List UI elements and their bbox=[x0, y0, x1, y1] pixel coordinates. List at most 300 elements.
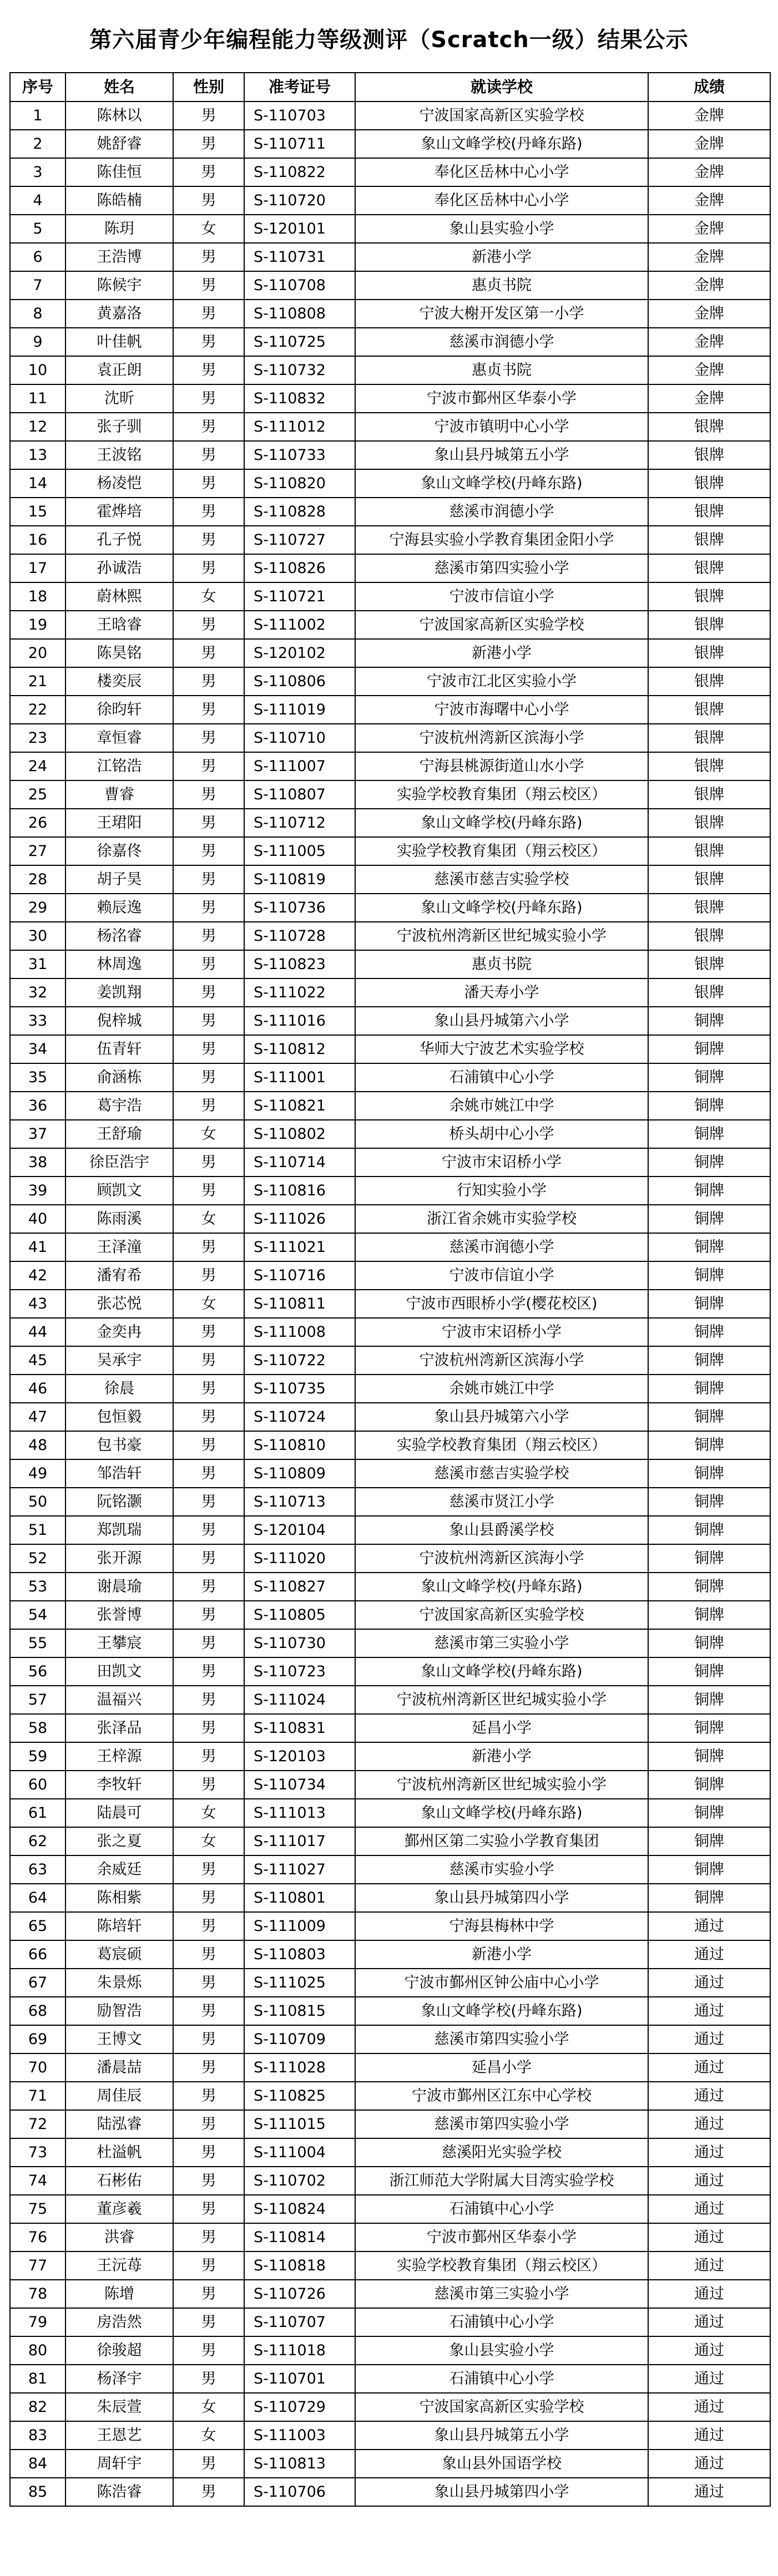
cell-no: 27 bbox=[10, 837, 65, 865]
cell-no: 34 bbox=[10, 1035, 65, 1063]
cell-cert: S-111013 bbox=[244, 1799, 355, 1827]
cell-grade: 金牌 bbox=[648, 328, 770, 356]
cell-school: 鄞州区第二实验小学教育集团 bbox=[355, 1827, 648, 1855]
cell-no: 38 bbox=[10, 1148, 65, 1177]
cell-no: 46 bbox=[10, 1375, 65, 1403]
cell-name: 谢晨瑜 bbox=[65, 1573, 173, 1601]
cell-grade: 金牌 bbox=[648, 300, 770, 328]
cell-cert: S-110701 bbox=[244, 2365, 355, 2393]
cell-name: 张泽品 bbox=[65, 1714, 173, 1742]
cell-grade: 银牌 bbox=[648, 696, 770, 724]
cell-grade: 通过 bbox=[648, 2167, 770, 2195]
table-row bbox=[10, 1120, 770, 1148]
cell-cert: S-110712 bbox=[244, 809, 355, 837]
cell-cert: S-110809 bbox=[244, 1459, 355, 1488]
cell-no: 83 bbox=[10, 2421, 65, 2450]
cell-no: 16 bbox=[10, 526, 65, 554]
table-row bbox=[10, 1148, 770, 1177]
cell-no: 3 bbox=[10, 158, 65, 186]
cell-name: 陈相紫 bbox=[65, 1884, 173, 1912]
cell-no: 80 bbox=[10, 2336, 65, 2365]
cell-cert: S-110729 bbox=[244, 2393, 355, 2421]
cell-no: 17 bbox=[10, 554, 65, 582]
cell-school: 象山县丹城第六小学 bbox=[355, 1403, 648, 1431]
cell-grade: 通过 bbox=[648, 2025, 770, 2053]
cell-grade: 铜牌 bbox=[648, 1318, 770, 1346]
cell-grade: 通过 bbox=[648, 2336, 770, 2365]
cell-name: 洪睿 bbox=[65, 2223, 173, 2252]
cell-sex: 男 bbox=[173, 1233, 244, 1261]
cell-no: 40 bbox=[10, 1205, 65, 1233]
cell-no: 14 bbox=[10, 469, 65, 498]
cell-cert: S-111015 bbox=[244, 2110, 355, 2138]
cell-grade: 通过 bbox=[648, 2478, 770, 2506]
table-row bbox=[10, 498, 770, 526]
cell-no: 50 bbox=[10, 1488, 65, 1516]
cell-name: 叶佳帆 bbox=[65, 328, 173, 356]
cell-name: 温福兴 bbox=[65, 1686, 173, 1714]
cell-sex: 男 bbox=[173, 441, 244, 469]
cell-no: 32 bbox=[10, 978, 65, 1007]
table-row bbox=[10, 526, 770, 554]
cell-name: 郑凯瑞 bbox=[65, 1516, 173, 1544]
cell-cert: S-111005 bbox=[244, 837, 355, 865]
cell-sex: 男 bbox=[173, 1403, 244, 1431]
cell-school: 象山文峰学校(丹峰东路) bbox=[355, 1997, 648, 2025]
cell-cert: S-110821 bbox=[244, 1092, 355, 1120]
cell-name: 徐晨 bbox=[65, 1375, 173, 1403]
cell-no: 1 bbox=[10, 102, 65, 130]
cell-grade: 铜牌 bbox=[648, 1403, 770, 1431]
cell-name: 王博文 bbox=[65, 2025, 173, 2053]
cell-sex: 男 bbox=[173, 1488, 244, 1516]
cell-grade: 银牌 bbox=[648, 837, 770, 865]
table-row bbox=[10, 582, 770, 611]
cell-grade: 铜牌 bbox=[648, 1063, 770, 1092]
cell-cert: S-111022 bbox=[244, 978, 355, 1007]
cell-cert: S-111012 bbox=[244, 413, 355, 441]
cell-school: 象山县外国语学校 bbox=[355, 2450, 648, 2478]
cell-school: 惠贞书院 bbox=[355, 356, 648, 384]
cell-school: 慈溪市润德小学 bbox=[355, 1233, 648, 1261]
cell-cert: S-110801 bbox=[244, 1884, 355, 1912]
table-row bbox=[10, 809, 770, 837]
cell-sex: 男 bbox=[173, 158, 244, 186]
cell-name: 蔚林熙 bbox=[65, 582, 173, 611]
cell-sex: 男 bbox=[173, 752, 244, 780]
cell-school: 慈溪市润德小学 bbox=[355, 328, 648, 356]
cell-school: 慈溪市第三实验小学 bbox=[355, 2280, 648, 2308]
cell-cert: S-110813 bbox=[244, 2450, 355, 2478]
cell-sex: 男 bbox=[173, 1629, 244, 1657]
cell-no: 82 bbox=[10, 2393, 65, 2421]
cell-sex: 男 bbox=[173, 2195, 244, 2223]
cell-name: 陈佳恒 bbox=[65, 158, 173, 186]
cell-name: 王沅苺 bbox=[65, 2252, 173, 2280]
cell-cert: S-120102 bbox=[244, 639, 355, 667]
cell-no: 63 bbox=[10, 1855, 65, 1884]
cell-school: 慈溪市第四实验小学 bbox=[355, 554, 648, 582]
cell-school: 潘天寿小学 bbox=[355, 978, 648, 1007]
cell-grade: 铜牌 bbox=[648, 1488, 770, 1516]
table-row bbox=[10, 1997, 770, 2025]
cell-cert: S-110815 bbox=[244, 1997, 355, 2025]
cell-grade: 通过 bbox=[648, 2223, 770, 2252]
table-row bbox=[10, 2223, 770, 2252]
cell-no: 72 bbox=[10, 2110, 65, 2138]
cell-name: 林周逸 bbox=[65, 950, 173, 978]
cell-cert: S-111001 bbox=[244, 1063, 355, 1092]
cell-grade: 铜牌 bbox=[648, 1855, 770, 1884]
page-title: 第六届青少年编程能力等级测评（Scratch一级）结果公示 bbox=[89, 27, 689, 53]
table-row bbox=[10, 328, 770, 356]
cell-name: 沈昕 bbox=[65, 384, 173, 413]
cell-no: 71 bbox=[10, 2082, 65, 2110]
cell-grade: 铜牌 bbox=[648, 1827, 770, 1855]
cell-name: 潘晨喆 bbox=[65, 2053, 173, 2082]
cell-cert: S-111020 bbox=[244, 1544, 355, 1573]
cell-sex: 男 bbox=[173, 1884, 244, 1912]
cell-school: 宁波市西眼桥小学(樱花校区) bbox=[355, 1290, 648, 1318]
cell-cert: S-110731 bbox=[244, 243, 355, 271]
cell-school: 华师大宁波艺术实验学校 bbox=[355, 1035, 648, 1063]
cell-cert: S-110722 bbox=[244, 1346, 355, 1375]
cell-sex: 男 bbox=[173, 186, 244, 215]
cell-school: 慈溪市慈吉实验学校 bbox=[355, 1459, 648, 1488]
cell-sex: 男 bbox=[173, 780, 244, 809]
cell-sex: 男 bbox=[173, 1912, 244, 1940]
cell-cert: S-111019 bbox=[244, 696, 355, 724]
cell-no: 57 bbox=[10, 1686, 65, 1714]
cell-grade: 铜牌 bbox=[648, 1573, 770, 1601]
cell-sex: 男 bbox=[173, 413, 244, 441]
cell-name: 杨泽宇 bbox=[65, 2365, 173, 2393]
cell-name: 励智浩 bbox=[65, 1997, 173, 2025]
cell-sex: 男 bbox=[173, 837, 244, 865]
cell-grade: 铜牌 bbox=[648, 1346, 770, 1375]
cell-grade: 通过 bbox=[648, 2308, 770, 2336]
cell-name: 徐骏超 bbox=[65, 2336, 173, 2365]
cell-sex: 男 bbox=[173, 724, 244, 752]
cell-school: 浙江省余姚市实验学校 bbox=[355, 1205, 648, 1233]
cell-grade: 铜牌 bbox=[648, 1459, 770, 1488]
table-row bbox=[10, 865, 770, 894]
cell-cert: S-111003 bbox=[244, 2421, 355, 2450]
cell-name: 王恩艺 bbox=[65, 2421, 173, 2450]
cell-name: 陈候宇 bbox=[65, 271, 173, 300]
cell-no: 43 bbox=[10, 1290, 65, 1318]
cell-sex: 男 bbox=[173, 1997, 244, 2025]
cell-no: 7 bbox=[10, 271, 65, 300]
cell-name: 朱辰萱 bbox=[65, 2393, 173, 2421]
cell-school: 慈溪市第四实验小学 bbox=[355, 2110, 648, 2138]
cell-cert: S-110735 bbox=[244, 1375, 355, 1403]
table-row bbox=[10, 1855, 770, 1884]
cell-school: 宁波市江北区实验小学 bbox=[355, 667, 648, 696]
cell-school: 宁波杭州湾新区滨海小学 bbox=[355, 1346, 648, 1375]
cell-name: 王波铭 bbox=[65, 441, 173, 469]
cell-name: 王梓源 bbox=[65, 1742, 173, 1771]
cell-name: 张子驯 bbox=[65, 413, 173, 441]
cell-cert: S-110808 bbox=[244, 300, 355, 328]
cell-cert: S-111004 bbox=[244, 2138, 355, 2167]
cell-school: 象山文峰学校(丹峰东路) bbox=[355, 1657, 648, 1686]
cell-name: 邹浩轩 bbox=[65, 1459, 173, 1488]
cell-cert: S-110726 bbox=[244, 2280, 355, 2308]
cell-no: 70 bbox=[10, 2053, 65, 2082]
cell-sex: 男 bbox=[173, 2308, 244, 2336]
cell-name: 章恒睿 bbox=[65, 724, 173, 752]
table-row bbox=[10, 2421, 770, 2450]
table-row bbox=[10, 2195, 770, 2223]
cell-no: 68 bbox=[10, 1997, 65, 2025]
cell-school: 浙江师范大学附属大目湾实验学校 bbox=[355, 2167, 648, 2195]
cell-sex: 男 bbox=[173, 1544, 244, 1573]
cell-grade: 铜牌 bbox=[648, 1290, 770, 1318]
cell-no: 74 bbox=[10, 2167, 65, 2195]
cell-school: 石浦镇中心小学 bbox=[355, 2308, 648, 2336]
header-no: 序号 bbox=[10, 73, 65, 102]
cell-sex: 男 bbox=[173, 1771, 244, 1799]
cell-sex: 女 bbox=[173, 1827, 244, 1855]
cell-sex: 男 bbox=[173, 1601, 244, 1629]
cell-cert: S-110828 bbox=[244, 498, 355, 526]
header-school: 就读学校 bbox=[355, 73, 648, 102]
cell-grade: 通过 bbox=[648, 2195, 770, 2223]
cell-grade: 铜牌 bbox=[648, 1884, 770, 1912]
cell-grade: 铜牌 bbox=[648, 1148, 770, 1177]
cell-sex: 女 bbox=[173, 215, 244, 243]
cell-name: 杜溢帆 bbox=[65, 2138, 173, 2167]
cell-grade: 铜牌 bbox=[648, 1205, 770, 1233]
table-row bbox=[10, 2138, 770, 2167]
cell-grade: 铜牌 bbox=[648, 1544, 770, 1573]
table-row bbox=[10, 1290, 770, 1318]
cell-no: 18 bbox=[10, 582, 65, 611]
cell-sex: 男 bbox=[173, 2053, 244, 2082]
cell-sex: 男 bbox=[173, 922, 244, 950]
cell-no: 2 bbox=[10, 130, 65, 158]
table-row bbox=[10, 1573, 770, 1601]
cell-no: 62 bbox=[10, 1827, 65, 1855]
cell-school: 宁波杭州湾新区滨海小学 bbox=[355, 724, 648, 752]
cell-school: 惠贞书院 bbox=[355, 950, 648, 978]
cell-school: 宁波杭州湾新区世纪城实验小学 bbox=[355, 1771, 648, 1799]
table-row bbox=[10, 1799, 770, 1827]
cell-sex: 男 bbox=[173, 498, 244, 526]
cell-grade: 银牌 bbox=[648, 441, 770, 469]
cell-no: 61 bbox=[10, 1799, 65, 1827]
cell-cert: S-111025 bbox=[244, 1969, 355, 1997]
cell-cert: S-110826 bbox=[244, 554, 355, 582]
cell-grade: 铜牌 bbox=[648, 1799, 770, 1827]
cell-sex: 男 bbox=[173, 1261, 244, 1290]
cell-sex: 男 bbox=[173, 469, 244, 498]
table-row bbox=[10, 186, 770, 215]
cell-school: 宁波市鄞州区江东中心学校 bbox=[355, 2082, 648, 2110]
cell-sex: 男 bbox=[173, 130, 244, 158]
cell-no: 49 bbox=[10, 1459, 65, 1488]
table-row bbox=[10, 2167, 770, 2195]
cell-school: 行知实验小学 bbox=[355, 1177, 648, 1205]
cell-school: 奉化区岳林中心小学 bbox=[355, 158, 648, 186]
cell-name: 陈林以 bbox=[65, 102, 173, 130]
cell-cert: S-110725 bbox=[244, 328, 355, 356]
table-row bbox=[10, 1629, 770, 1657]
table-row bbox=[10, 1771, 770, 1799]
cell-no: 51 bbox=[10, 1516, 65, 1544]
cell-name: 阮铭灏 bbox=[65, 1488, 173, 1516]
cell-cert: S-111002 bbox=[244, 611, 355, 639]
cell-sex: 男 bbox=[173, 271, 244, 300]
cell-cert: S-110822 bbox=[244, 158, 355, 186]
cell-cert: S-110806 bbox=[244, 667, 355, 696]
cell-school: 慈溪市第四实验小学 bbox=[355, 2025, 648, 2053]
cell-grade: 通过 bbox=[648, 1969, 770, 1997]
table-row bbox=[10, 469, 770, 498]
cell-sex: 男 bbox=[173, 2138, 244, 2167]
cell-no: 47 bbox=[10, 1403, 65, 1431]
cell-cert: S-111027 bbox=[244, 1855, 355, 1884]
cell-name: 徐昀轩 bbox=[65, 696, 173, 724]
cell-cert: S-110734 bbox=[244, 1771, 355, 1799]
cell-school: 宁波杭州湾新区滨海小学 bbox=[355, 1544, 648, 1573]
cell-cert: S-120103 bbox=[244, 1742, 355, 1771]
cell-sex: 男 bbox=[173, 1375, 244, 1403]
cell-no: 69 bbox=[10, 2025, 65, 2053]
cell-cert: S-110724 bbox=[244, 1403, 355, 1431]
cell-cert: S-110819 bbox=[244, 865, 355, 894]
cell-cert: S-111008 bbox=[244, 1318, 355, 1346]
cell-sex: 男 bbox=[173, 2025, 244, 2053]
cell-no: 64 bbox=[10, 1884, 65, 1912]
cell-no: 78 bbox=[10, 2280, 65, 2308]
cell-sex: 女 bbox=[173, 1799, 244, 1827]
cell-sex: 男 bbox=[173, 865, 244, 894]
cell-school: 象山县丹城第五小学 bbox=[355, 2421, 648, 2450]
cell-sex: 女 bbox=[173, 2393, 244, 2421]
cell-school: 宁海县梅林中学 bbox=[355, 1912, 648, 1940]
cell-no: 36 bbox=[10, 1092, 65, 1120]
cell-no: 26 bbox=[10, 809, 65, 837]
table-row bbox=[10, 667, 770, 696]
table-row bbox=[10, 384, 770, 413]
cell-grade: 银牌 bbox=[648, 922, 770, 950]
cell-sex: 男 bbox=[173, 1177, 244, 1205]
cell-cert: S-110720 bbox=[244, 186, 355, 215]
cell-no: 31 bbox=[10, 950, 65, 978]
cell-no: 20 bbox=[10, 639, 65, 667]
cell-no: 42 bbox=[10, 1261, 65, 1290]
table-row bbox=[10, 837, 770, 865]
cell-school: 宁波杭州湾新区世纪城实验小学 bbox=[355, 1686, 648, 1714]
cell-no: 33 bbox=[10, 1007, 65, 1035]
table-row bbox=[10, 1912, 770, 1940]
cell-name: 陈浩睿 bbox=[65, 2478, 173, 2506]
cell-grade: 铜牌 bbox=[648, 1007, 770, 1035]
cell-grade: 银牌 bbox=[648, 865, 770, 894]
cell-sex: 女 bbox=[173, 582, 244, 611]
cell-cert: S-111007 bbox=[244, 752, 355, 780]
table-row bbox=[10, 1261, 770, 1290]
cell-grade: 通过 bbox=[648, 2365, 770, 2393]
cell-sex: 男 bbox=[173, 2252, 244, 2280]
cell-grade: 通过 bbox=[648, 1940, 770, 1969]
cell-name: 金奕冉 bbox=[65, 1318, 173, 1346]
cell-school: 实验学校教育集团（翔云校区） bbox=[355, 1431, 648, 1459]
table-body bbox=[10, 102, 770, 2506]
cell-sex: 男 bbox=[173, 1431, 244, 1459]
cell-name: 袁正朗 bbox=[65, 356, 173, 384]
cell-name: 杨凌恺 bbox=[65, 469, 173, 498]
cell-grade: 银牌 bbox=[648, 724, 770, 752]
cell-grade: 铜牌 bbox=[648, 1657, 770, 1686]
cell-no: 76 bbox=[10, 2223, 65, 2252]
table-row bbox=[10, 922, 770, 950]
table-row bbox=[10, 2365, 770, 2393]
cell-cert: S-110803 bbox=[244, 1940, 355, 1969]
cell-school: 宁波市鄞州区钟公庙中心小学 bbox=[355, 1969, 648, 1997]
cell-name: 胡子昊 bbox=[65, 865, 173, 894]
cell-grade: 铜牌 bbox=[648, 1233, 770, 1261]
cell-no: 54 bbox=[10, 1601, 65, 1629]
cell-no: 56 bbox=[10, 1657, 65, 1686]
cell-cert: S-110733 bbox=[244, 441, 355, 469]
cell-no: 66 bbox=[10, 1940, 65, 1969]
cell-cert: S-110714 bbox=[244, 1148, 355, 1177]
cell-school: 象山文峰学校(丹峰东路) bbox=[355, 809, 648, 837]
cell-grade: 铜牌 bbox=[648, 1431, 770, 1459]
cell-school: 象山县丹城第六小学 bbox=[355, 1007, 648, 1035]
cell-name: 朱景烁 bbox=[65, 1969, 173, 1997]
cell-no: 15 bbox=[10, 498, 65, 526]
cell-no: 75 bbox=[10, 2195, 65, 2223]
table-row bbox=[10, 215, 770, 243]
cell-no: 21 bbox=[10, 667, 65, 696]
table-row bbox=[10, 780, 770, 809]
cell-sex: 男 bbox=[173, 978, 244, 1007]
table-row bbox=[10, 950, 770, 978]
cell-sex: 男 bbox=[173, 356, 244, 384]
cell-school: 宁波市宋诏桥小学 bbox=[355, 1318, 648, 1346]
cell-sex: 女 bbox=[173, 1290, 244, 1318]
cell-grade: 金牌 bbox=[648, 243, 770, 271]
cell-cert: S-110703 bbox=[244, 102, 355, 130]
cell-grade: 金牌 bbox=[648, 356, 770, 384]
cell-no: 39 bbox=[10, 1177, 65, 1205]
cell-name: 包书豪 bbox=[65, 1431, 173, 1459]
cell-grade: 通过 bbox=[648, 2138, 770, 2167]
table-row bbox=[10, 554, 770, 582]
cell-name: 余威廷 bbox=[65, 1855, 173, 1884]
cell-school: 实验学校教育集团（翔云校区） bbox=[355, 837, 648, 865]
cell-no: 52 bbox=[10, 1544, 65, 1573]
cell-school: 象山县丹城第四小学 bbox=[355, 1884, 648, 1912]
cell-name: 王攀宸 bbox=[65, 1629, 173, 1657]
cell-school: 新港小学 bbox=[355, 1940, 648, 1969]
cell-no: 6 bbox=[10, 243, 65, 271]
cell-grade: 铜牌 bbox=[648, 1177, 770, 1205]
cell-no: 25 bbox=[10, 780, 65, 809]
cell-cert: S-110825 bbox=[244, 2082, 355, 2110]
cell-school: 宁波市鄞州区华泰小学 bbox=[355, 2223, 648, 2252]
cell-cert: S-110823 bbox=[244, 950, 355, 978]
table-row bbox=[10, 1007, 770, 1035]
cell-cert: S-110713 bbox=[244, 1488, 355, 1516]
table-row bbox=[10, 271, 770, 300]
cell-cert: S-110827 bbox=[244, 1573, 355, 1601]
cell-school: 象山文峰学校(丹峰东路) bbox=[355, 130, 648, 158]
